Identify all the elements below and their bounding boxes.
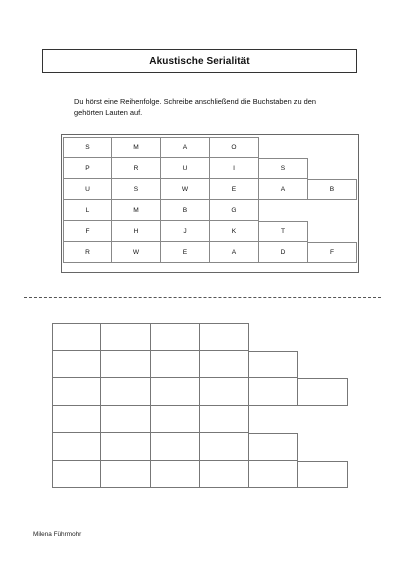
letter-row bbox=[63, 221, 357, 242]
letter-cell: R bbox=[112, 158, 161, 179]
letter-cell: J bbox=[161, 221, 210, 242]
answer-box[interactable] bbox=[101, 406, 150, 434]
letter-cell: I bbox=[210, 158, 259, 179]
answer-box[interactable] bbox=[200, 351, 249, 379]
answer-box[interactable] bbox=[52, 378, 101, 406]
answer-row bbox=[52, 406, 348, 434]
answer-box[interactable] bbox=[52, 433, 101, 461]
letter-cell: P bbox=[63, 158, 112, 179]
letter-cell: M bbox=[112, 137, 161, 158]
answer-box[interactable] bbox=[52, 323, 101, 351]
answer-box[interactable] bbox=[151, 433, 200, 461]
answer-row bbox=[52, 461, 348, 489]
letter-cell: M bbox=[112, 200, 161, 221]
letter-cell: U bbox=[63, 179, 112, 200]
letter-cell: F bbox=[308, 242, 357, 263]
answer-box[interactable] bbox=[200, 433, 249, 461]
letter-cell: B bbox=[308, 179, 357, 200]
letter-cell: W bbox=[112, 242, 161, 263]
answer-box[interactable] bbox=[101, 323, 150, 351]
author-name: Milena Führmohr bbox=[33, 531, 82, 538]
letter-sequence-table bbox=[63, 137, 357, 263]
letter-cell: L bbox=[63, 200, 112, 221]
answer-box[interactable] bbox=[101, 433, 150, 461]
answer-box[interactable] bbox=[52, 351, 101, 379]
letter-cell: B bbox=[161, 200, 210, 221]
letter-cell: F bbox=[63, 221, 112, 242]
worksheet-title: Akustische Serialität bbox=[149, 55, 250, 67]
answer-box[interactable] bbox=[151, 323, 200, 351]
letter-cell: T bbox=[259, 221, 308, 242]
letter-cell: U bbox=[161, 158, 210, 179]
letter-cell: S bbox=[63, 137, 112, 158]
answer-box[interactable] bbox=[298, 461, 347, 489]
answer-box[interactable] bbox=[298, 378, 347, 406]
letter-cell: E bbox=[210, 179, 259, 200]
letter-cell: R bbox=[63, 242, 112, 263]
letter-cell: A bbox=[161, 137, 210, 158]
answer-box[interactable] bbox=[249, 378, 298, 406]
letter-cell: S bbox=[259, 158, 308, 179]
letter-row bbox=[63, 242, 357, 263]
letter-cell: K bbox=[210, 221, 259, 242]
dashed-cut-line bbox=[24, 297, 381, 298]
instructions-text: Du hörst eine Reihenfolge. Schreibe anschließend die Buchstaben zu den gehörten Lauten auf. bbox=[74, 97, 316, 118]
answer-row bbox=[52, 323, 348, 351]
answer-box[interactable] bbox=[101, 378, 150, 406]
answer-box[interactable] bbox=[249, 433, 298, 461]
answer-box[interactable] bbox=[200, 406, 249, 434]
answer-row bbox=[52, 351, 348, 379]
letter-cell: S bbox=[112, 179, 161, 200]
answer-box[interactable] bbox=[249, 461, 298, 489]
answer-box[interactable] bbox=[249, 351, 298, 379]
letter-cell: A bbox=[210, 242, 259, 263]
letter-cell: D bbox=[259, 242, 308, 263]
answer-box[interactable] bbox=[200, 461, 249, 489]
letter-cell: A bbox=[259, 179, 308, 200]
answer-box[interactable] bbox=[52, 406, 101, 434]
answer-box[interactable] bbox=[151, 461, 200, 489]
answer-row bbox=[52, 378, 348, 406]
letter-cell: W bbox=[161, 179, 210, 200]
letter-cell: E bbox=[161, 242, 210, 263]
answer-box[interactable] bbox=[151, 378, 200, 406]
title-box bbox=[42, 49, 357, 73]
letter-row bbox=[63, 158, 357, 179]
answer-box[interactable] bbox=[101, 461, 150, 489]
letter-row bbox=[63, 179, 357, 200]
answer-box[interactable] bbox=[151, 406, 200, 434]
answer-box[interactable] bbox=[200, 378, 249, 406]
answer-box[interactable] bbox=[200, 323, 249, 351]
answer-grid bbox=[52, 323, 348, 488]
letter-cell: O bbox=[210, 137, 259, 158]
answer-row bbox=[52, 433, 348, 461]
answer-box[interactable] bbox=[151, 351, 200, 379]
letter-row bbox=[63, 137, 357, 158]
letter-cell: H bbox=[112, 221, 161, 242]
letter-cell: G bbox=[210, 200, 259, 221]
letter-row bbox=[63, 200, 357, 221]
answer-box[interactable] bbox=[101, 351, 150, 379]
answer-box[interactable] bbox=[52, 461, 101, 489]
